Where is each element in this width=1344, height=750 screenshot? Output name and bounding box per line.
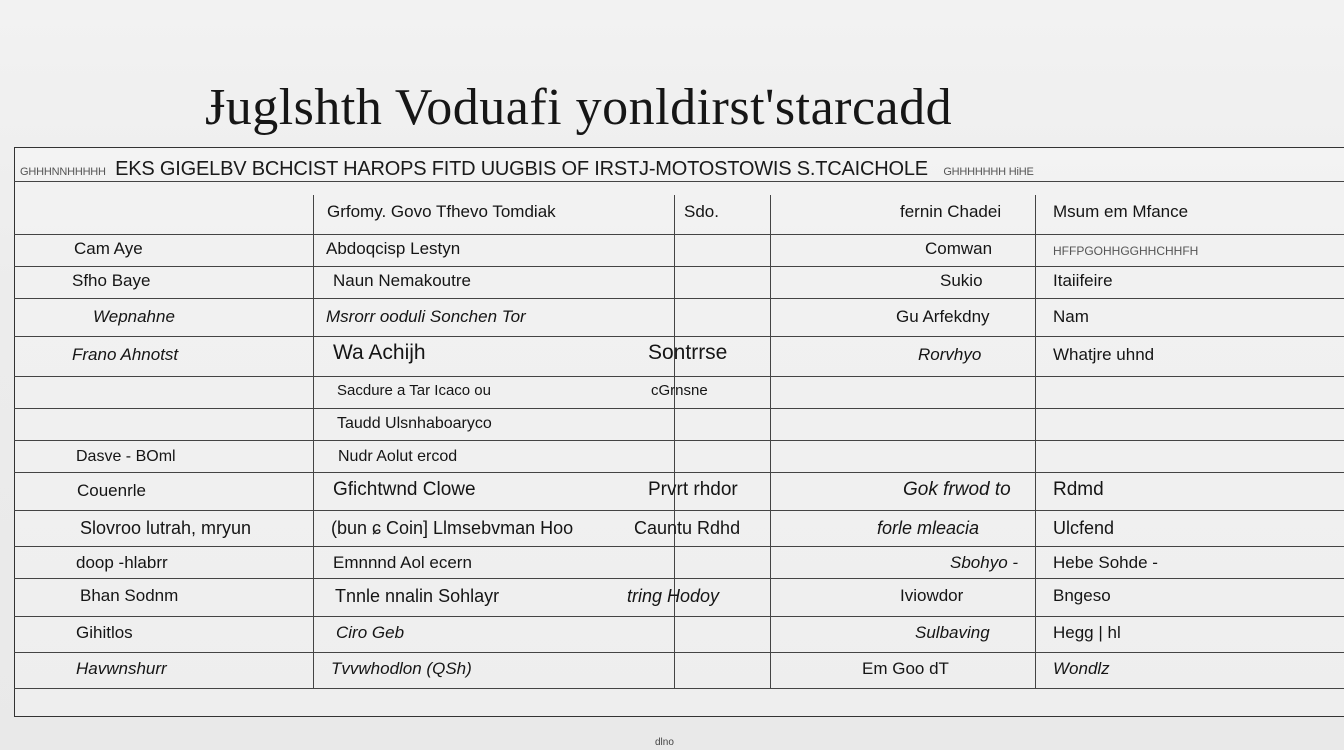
table-cell: Cauntu Rdhd (634, 518, 741, 538)
table-cell: Ciro Geb (336, 623, 405, 642)
table-cell: Cam Aye (74, 239, 143, 258)
table-cell: Itaiifeire (1053, 271, 1113, 290)
table-cell: Emnnnd Aol ecern (333, 553, 472, 572)
header-col3: Sdo. (684, 202, 719, 221)
table-subtitle (20, 158, 1340, 181)
table-cell: Gihitlos (76, 623, 133, 642)
table-cell: Gfichtwnd Clowe (333, 479, 476, 500)
table-cell: Msrorr ooduli Sonchen Tor (326, 307, 526, 326)
row-divider (14, 652, 1344, 653)
table-cell: Sacdure a Tar Icaco ou (337, 382, 491, 399)
table-cell: Gu Arfekdny (896, 307, 990, 326)
footer-mark: dlno (655, 737, 674, 748)
table-cell: (bun ɕ Coin] Llmsebvman Hoo (331, 518, 574, 538)
row-divider (14, 688, 1344, 689)
table-cell: Comwan (925, 239, 993, 258)
table-cell: Tnnle nnalin Sohlayr (335, 586, 500, 606)
row-divider (14, 616, 1344, 617)
row-divider (14, 472, 1344, 473)
table-cell: Tvvwhodlon (QSh) (331, 659, 472, 678)
table-frame (14, 147, 1344, 717)
table-cell: Abdoqcisp Lestyn (326, 239, 461, 258)
table-cell: cGrnsne (651, 382, 708, 399)
row-divider (14, 234, 1344, 235)
header-col5: Msum em Mfance (1053, 202, 1189, 221)
subtitle-tail: GHHHHHHH HiHE (943, 166, 1034, 178)
row-divider (14, 266, 1344, 267)
table-cell: Nam (1053, 307, 1089, 326)
table-cell: Slovroo lutrah, mryun (80, 518, 252, 538)
row-divider (14, 181, 1344, 182)
table-cell: tring Hodoy (627, 586, 720, 606)
row-divider (14, 336, 1344, 337)
row-divider (14, 510, 1344, 511)
table-cell: Couenrle (77, 481, 146, 500)
row-divider (14, 298, 1344, 299)
table-cell: forle mleacia (877, 518, 980, 538)
table-cell: Taudd Ulsnhaboaryco (337, 415, 492, 432)
row-divider (14, 408, 1344, 409)
table-cell: Iviowdor (900, 586, 964, 605)
header-col2: Grfomy. Govo Tfhevo Tomdiak (327, 202, 556, 221)
page-title: Ɉuglshth Voduafi yonldirst'starcadd (205, 79, 953, 136)
row-divider (14, 440, 1344, 441)
table-cell: Sbohyo - (950, 553, 1019, 572)
row-divider (14, 546, 1344, 547)
table-cell: Havwnshurr (76, 659, 167, 678)
column-divider (313, 195, 314, 688)
table-cell: Prvrt rhdor (648, 479, 738, 500)
table-cell: Rorvhyo (918, 345, 982, 364)
header-col4: fernin Chadei (900, 202, 1002, 221)
table-cell: Rdmd (1053, 479, 1104, 500)
row-divider (14, 578, 1344, 579)
table-cell: Hegg | hl (1053, 623, 1121, 642)
table-cell: Bhan Sodnm (80, 586, 179, 605)
table-cell: Sukio (940, 271, 983, 290)
subtitle-lead: GHHHNNHHHHH (20, 166, 106, 178)
table-cell: Sulbaving (915, 623, 990, 642)
table-cell: HFFPGOHHGGHHCHHFH (1053, 244, 1199, 258)
table-cell: Wepnahne (93, 307, 175, 326)
subtitle-text: EKS GIGELBV BCHCIST HAROPS FITD UUGBIS OF IRSTJ-MOTOSTOWIS S.TCAICHOLE (115, 158, 928, 180)
table-cell: Naun Nemakoutre (333, 271, 471, 290)
column-divider (674, 195, 675, 688)
table-cell: Sfho Baye (72, 271, 151, 290)
column-divider (1035, 195, 1036, 688)
column-divider (770, 195, 771, 688)
table-cell: Wondlz (1053, 659, 1110, 678)
table-cell: Wa Achijh (333, 341, 426, 364)
table-cell: Hebe Sohde - (1053, 553, 1158, 572)
table-cell: Gok frwod to (903, 479, 1011, 500)
table-cell: doop -hlabrr (76, 553, 168, 572)
row-divider (14, 376, 1344, 377)
table-cell: Dasve - BOml (76, 448, 176, 465)
table-cell: Sontrrse (648, 341, 728, 364)
table-cell: Em Goo dT (862, 659, 949, 678)
table-cell: Bngeso (1053, 586, 1111, 605)
table-cell: Nudr Aolut ercod (338, 448, 458, 465)
table-cell: Whatjre uhnd (1053, 345, 1155, 364)
table-cell: Frano Ahnotst (72, 345, 179, 364)
table-cell: Ulcfend (1053, 518, 1115, 538)
